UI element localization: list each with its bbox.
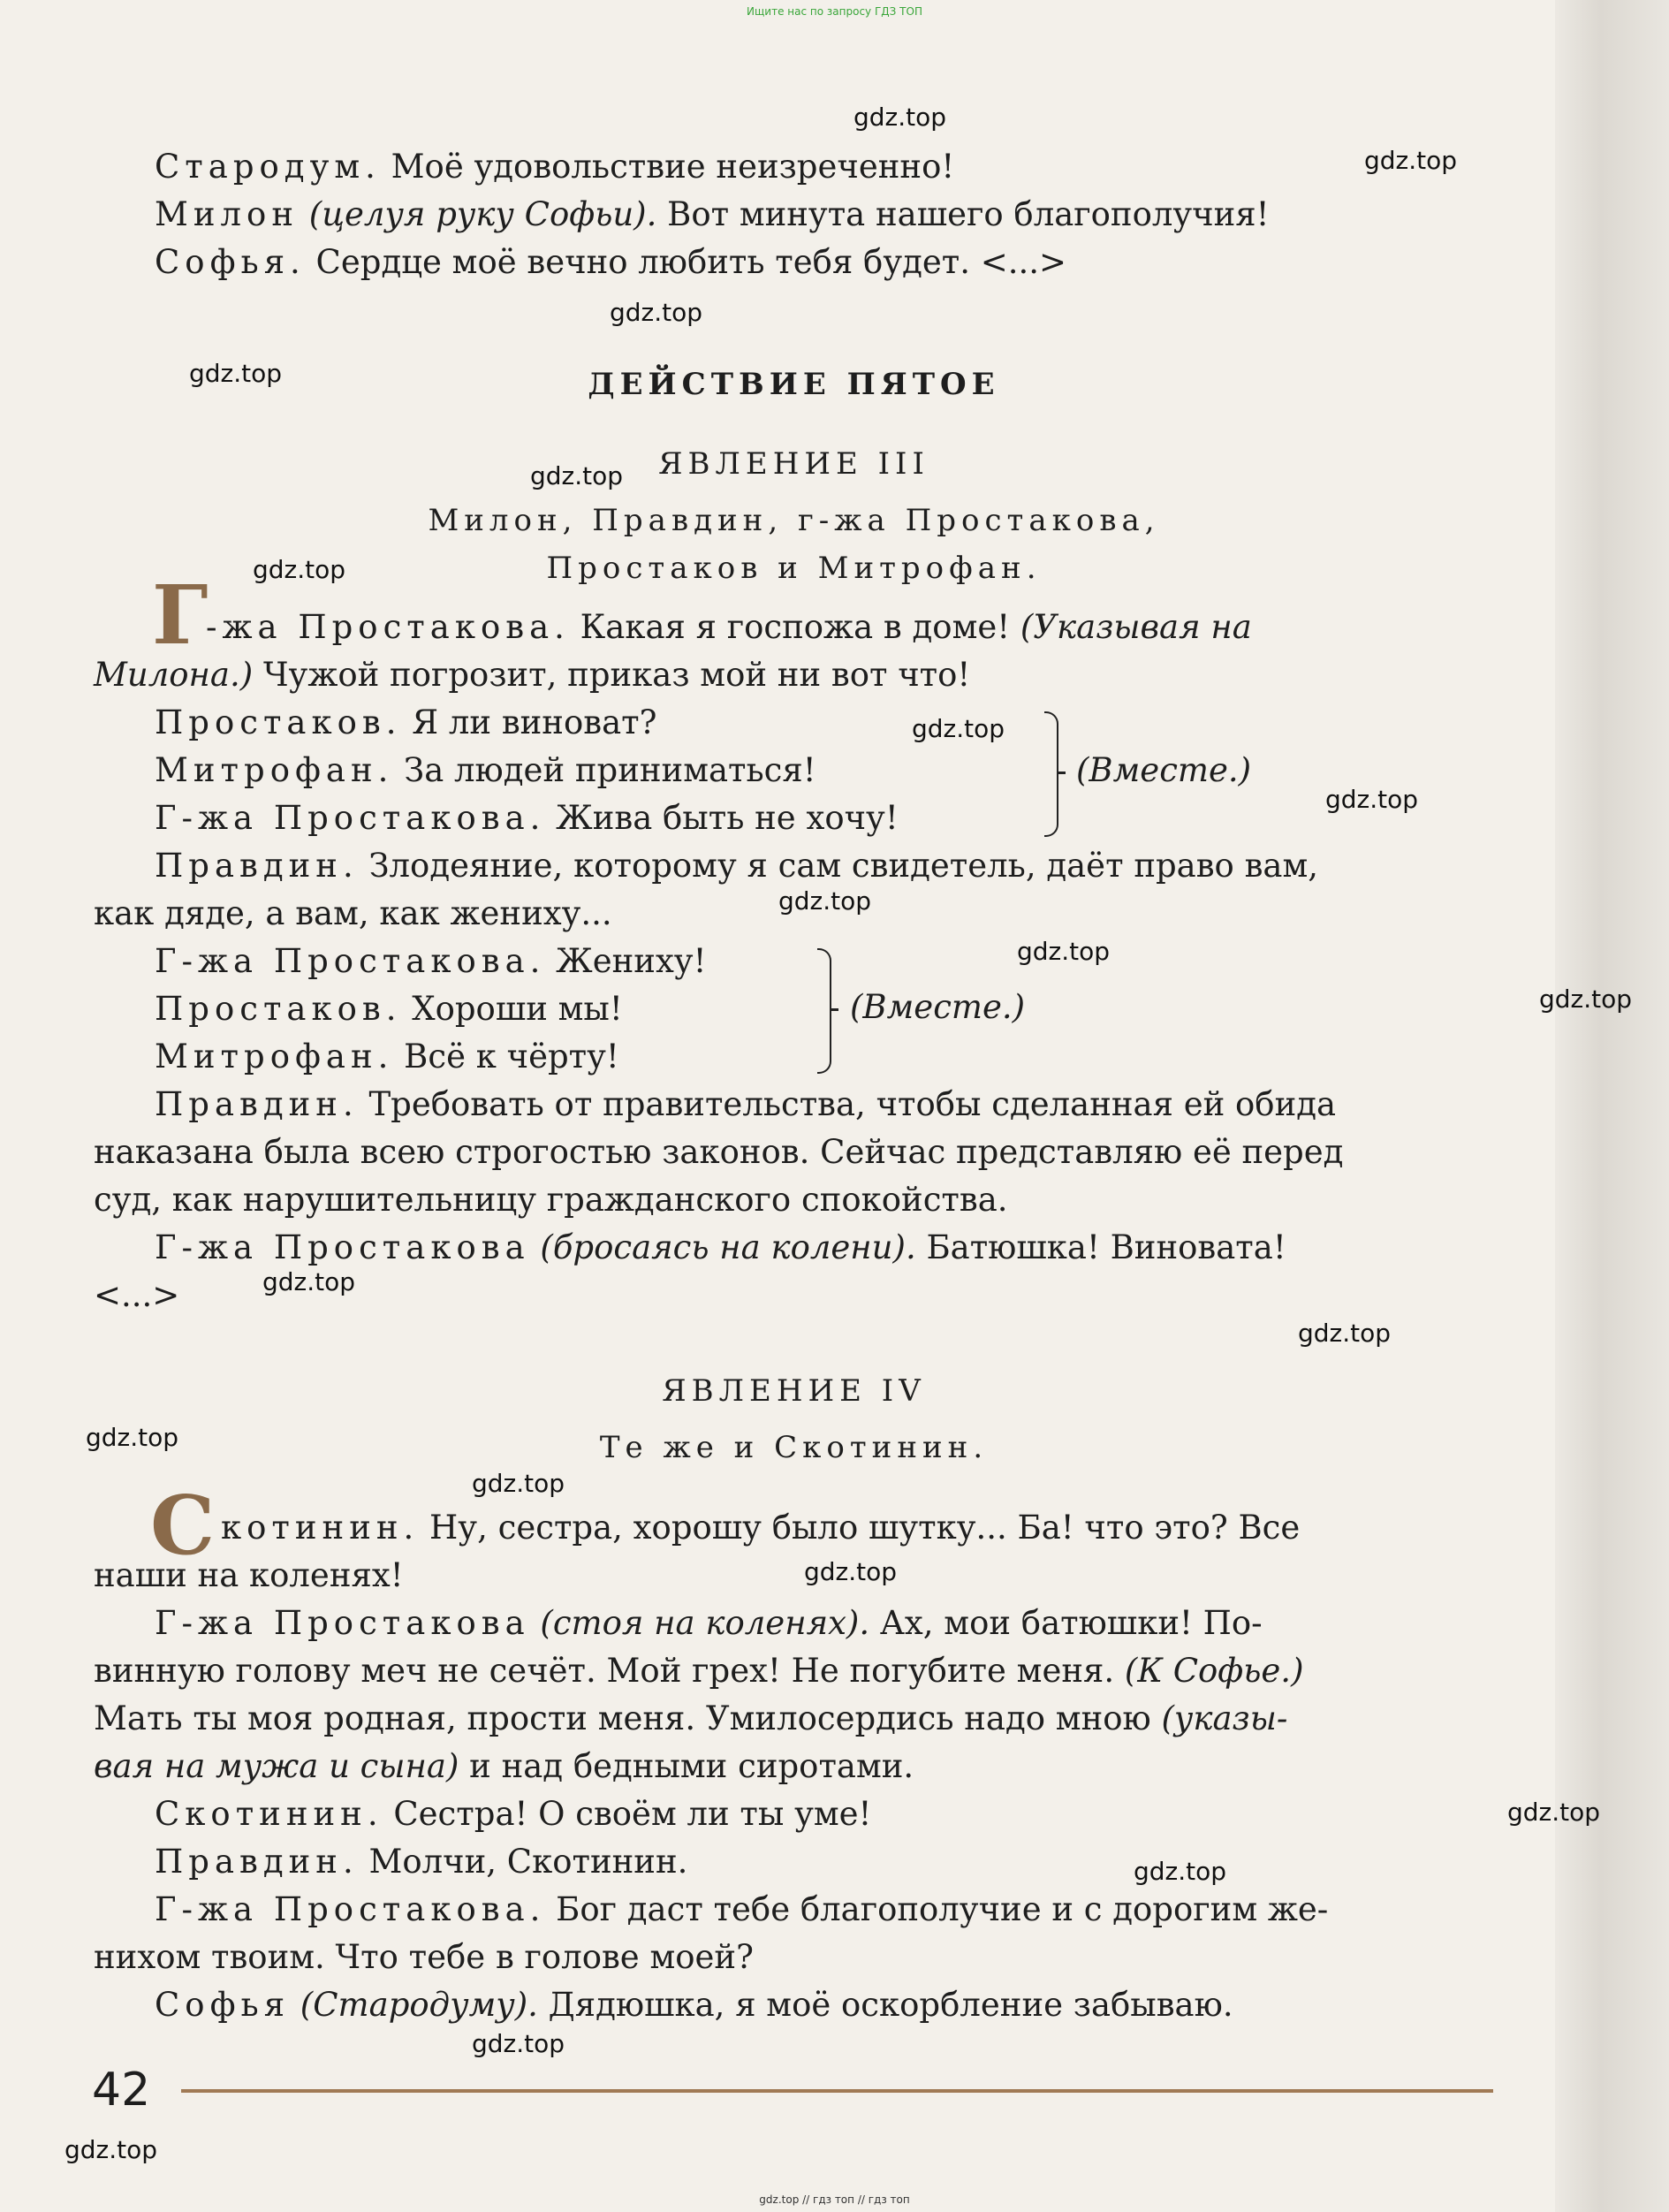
brace-tip [1057,772,1066,774]
speaker: Простаков. [155,703,402,741]
speech: Ну, сестра, хорошу было шутку... Ба! что это? Все [419,1509,1301,1547]
watermark: gdz.top [1325,785,1419,814]
cast-list: Милон, Правдин, г-жа Простакова, [428,503,1160,538]
speech: Сестра! О своём ли ты уме! [383,1795,872,1833]
line-5 [94,651,970,699]
line-22 [94,1647,1304,1695]
speech: Молчи, Скотинин. [358,1843,688,1881]
speech: Бог даст тебе благополучие и с дорогим же- [545,1890,1329,1928]
watermark: gdz.top [86,1423,179,1452]
line-17 [155,1224,1286,1272]
cast-list: Простаков и Митрофан. [546,551,1042,586]
brace [1044,711,1058,837]
line-27 [155,1886,1328,1934]
speech: винную голову меч не сечёт. Мой грех! Не погубите меня. [94,1652,1115,1690]
line-28: нихом твоим. Что тебе в голове моей? [94,1938,754,1976]
watermark: gdz.top [1298,1319,1392,1348]
watermark: gdz.top [853,103,947,132]
watermark: gdz.top [1134,1857,1227,1886]
speech: Сердце моё вечно любить тебя будет. <...> [305,243,1067,281]
speaker: Стародум. [155,148,381,186]
brace-tip [830,1008,838,1011]
speech: Я ли виноват? [401,703,657,741]
stage-direction-together: (Вместе.) [1076,751,1252,789]
speaker: Митрофан. [155,1038,394,1076]
page-edge-shadow [1555,0,1669,2212]
watermark: gdz.top [262,1267,356,1296]
stage-direction: (указы- [1150,1699,1288,1737]
speaker: Правдин. [155,1085,359,1123]
speaker: -жа Простакова. [206,608,570,646]
watermark: gdz.top [472,1469,565,1498]
line-3 [155,239,1066,286]
line-19 [221,1504,1300,1552]
bottom-notice: gdz.top // гдз топ // гдз топ [759,2193,910,2206]
speech: Дядюшка, я моё оскорбление забываю. [537,1986,1233,2024]
speech: Вот минута нашего благополучия! [656,195,1270,233]
cast-list: Те же и Скотинин. [599,1430,989,1465]
watermark: gdz.top [610,298,703,327]
line-25 [155,1790,871,1838]
speech: Жениху! [545,942,707,980]
speaker: Простаков. [155,990,402,1028]
stage-direction: Милона.) [94,656,254,694]
scene-heading: ЯВЛЕНИЕ IV [662,1373,926,1409]
stage-direction: (целуя руку Софьи). [299,195,657,233]
speaker: Правдин. [155,1843,359,1881]
drop-cap: С [150,1478,216,1573]
watermark: gdz.top [253,555,346,584]
line-8 [155,794,899,842]
speech: Ах, мои батюшки! По- [869,1604,1263,1642]
speech: Жива быть не хочу! [545,799,899,837]
line-26 [155,1838,687,1886]
line-12 [155,985,623,1033]
stage-direction: (Стародуму). [290,1986,538,2024]
line-2 [155,191,1269,239]
page-number: 42 [92,2064,151,2117]
speaker: Г-жа Простакова. [155,942,546,980]
watermark: gdz.top [64,2135,158,2164]
speaker: Правдин. [155,847,359,885]
speaker: Софья. [155,243,306,281]
line-20: наши на коленях! [94,1556,404,1594]
speaker: котинин. [221,1509,420,1547]
speech: За людей приниматься! [393,751,816,789]
stage-direction: (стоя на коленях). [529,1604,870,1642]
line-10: как дяде, а вам, как жениху... [94,894,612,932]
speaker: Г-жа Простакова [155,1604,530,1642]
speech: Какая я госпожа в доме! [569,608,1011,646]
line-13 [155,1033,619,1081]
speech: Чужой погрозит, приказ мой ни вот что! [253,656,971,694]
speaker: Милон [155,195,299,233]
line-24 [94,1743,914,1790]
speech: Моё удовольствие неизреченно! [380,148,955,186]
watermark: gdz.top [778,886,872,916]
line-1 [155,143,954,191]
speech: Требовать от правительства, чтобы сделанная ей обида [358,1085,1337,1123]
stage-direction: (К Софье.) [1114,1652,1304,1690]
speaker: Софья [155,1986,291,2024]
speaker: Г-жа Простакова. [155,1890,546,1928]
speaker: Г-жа Простакова [155,1228,530,1266]
brace [817,948,831,1074]
watermark: gdz.top [472,2029,565,2058]
watermark: gdz.top [1539,984,1633,1014]
scene-heading: ЯВЛЕНИЕ III [658,446,929,482]
line-4 [206,604,1252,651]
watermark: gdz.top [189,359,283,388]
speech: Злодеяние, которому я сам свидетель, даёт право вам, [358,847,1319,885]
act-heading: ДЕЙСТВИЕ ПЯТОЕ [588,367,1000,402]
watermark: gdz.top [1507,1798,1601,1827]
speech: Мать ты моя родная, прости меня. Умилосердись надо мною [94,1699,1151,1737]
watermark: gdz.top [1364,146,1458,175]
line-9 [155,842,1318,890]
watermark: gdz.top [1017,937,1111,966]
drop-cap: Г [152,567,209,663]
speech: и над бедными сиротами. [459,1747,914,1785]
line-23 [94,1695,1287,1743]
watermark: gdz.top [912,714,1005,743]
speech: Батюшка! Виновата! [915,1228,1286,1266]
watermark: gdz.top [804,1557,898,1586]
stage-direction-together: (Вместе.) [850,988,1026,1026]
line-14 [155,1081,1336,1129]
line-15: наказана была всею строгостью законов. Сейчас представляю её перед [94,1133,1344,1171]
speech: Всё к чёрту! [393,1038,619,1076]
line-16: суд, как нарушительницу гражданского спокойства. [94,1181,1008,1219]
stage-direction: (бросаясь на колени). [529,1228,916,1266]
line-7 [155,747,816,794]
speech: Хороши мы! [401,990,623,1028]
speaker: Скотинин. [155,1795,383,1833]
top-notice: Ищите нас по запросу ГДЗ ТОП [747,5,922,18]
line-18: <...> [94,1276,180,1314]
watermark: gdz.top [530,461,624,490]
line-21 [155,1600,1263,1647]
speaker: Г-жа Простакова. [155,799,546,837]
stage-direction: вая на мужа и сына) [94,1747,459,1785]
line-6 [155,699,656,747]
line-11 [155,938,706,985]
footer-rule [181,2089,1493,2093]
speaker: Митрофан. [155,751,394,789]
stage-direction: (Указывая на [1010,608,1252,646]
line-29 [155,1981,1233,2029]
